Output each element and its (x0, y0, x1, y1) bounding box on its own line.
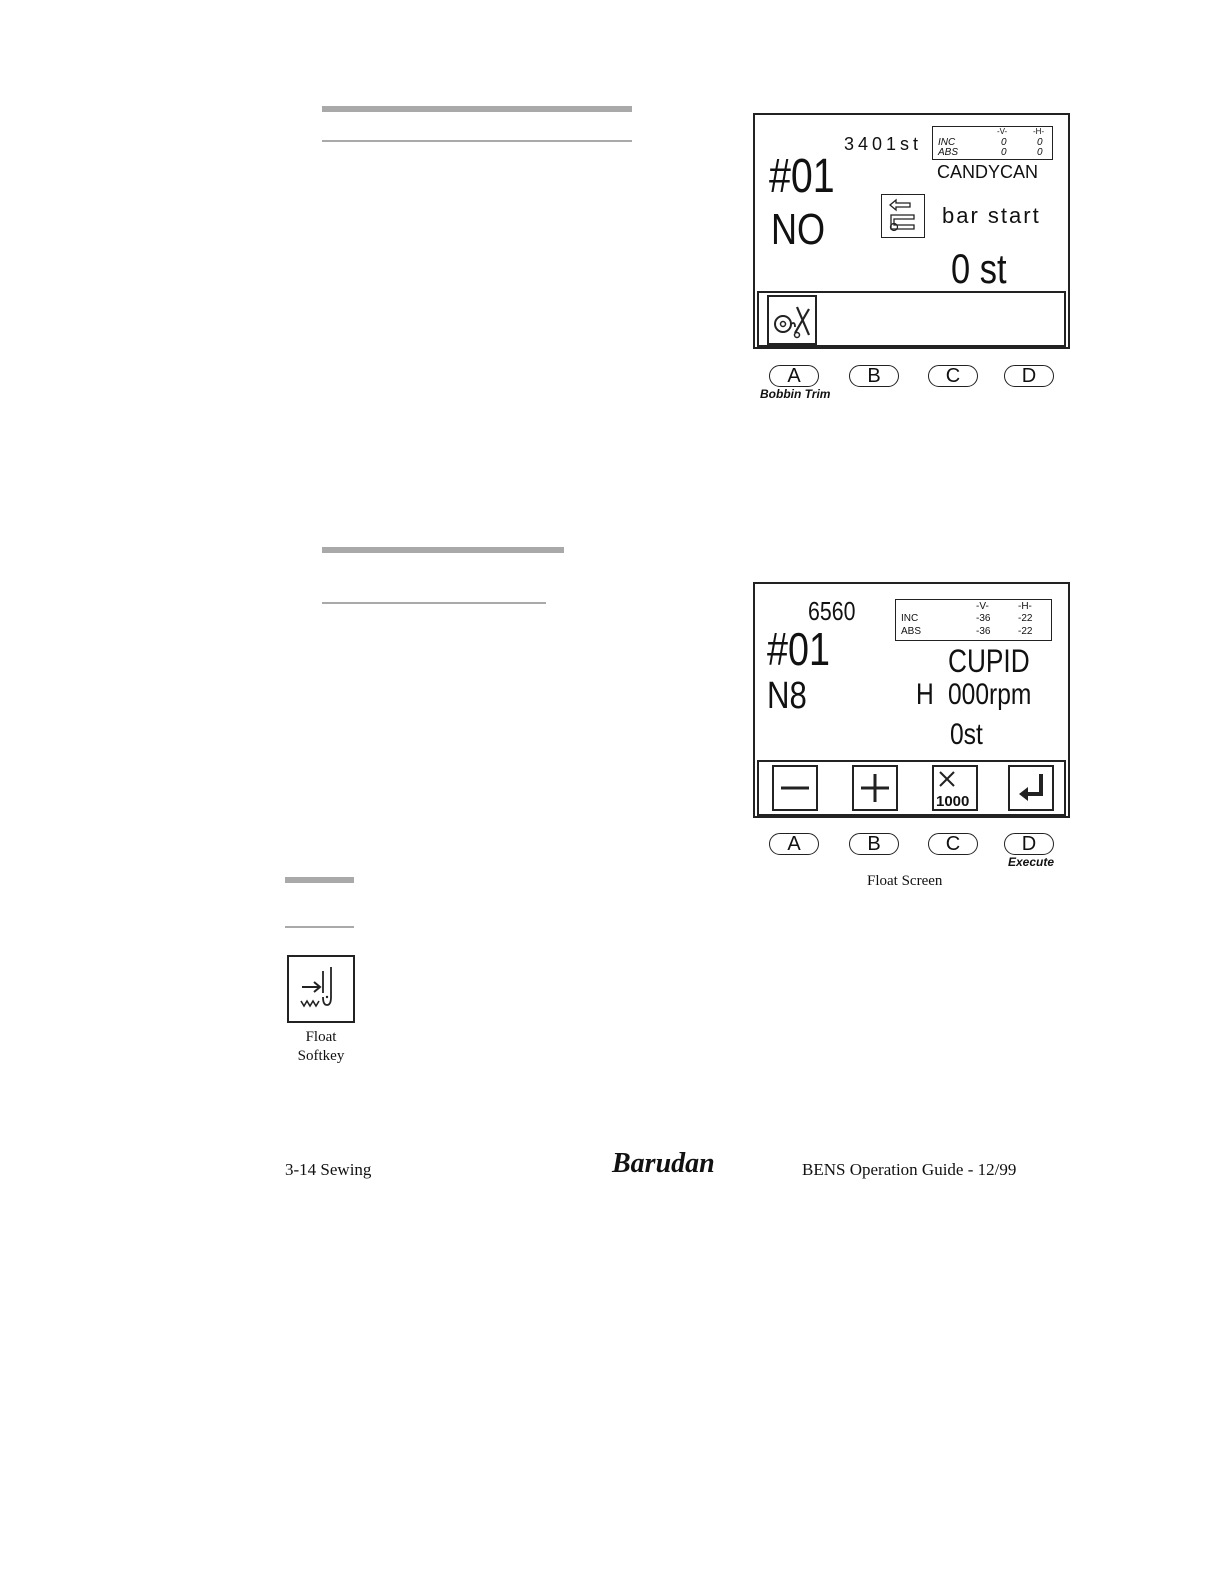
design-name: CUPID (948, 643, 1030, 679)
multiply-icon (936, 768, 958, 790)
enter-icon (1011, 768, 1051, 808)
coord-header-h: -H- (1033, 127, 1045, 136)
stitch-count: 6560 (808, 596, 856, 626)
coord-abs-h: 0 (1037, 147, 1043, 158)
coord-inc-v: -36 (976, 613, 991, 624)
key-c[interactable]: C (928, 833, 978, 855)
float-softkey-label-line2: Softkey (297, 1048, 345, 1064)
key-a[interactable]: A (769, 365, 819, 387)
section-rule-thin (285, 926, 354, 928)
coord-inc-h: -22 (1018, 613, 1033, 624)
section-rule-thick (285, 877, 354, 883)
key-d[interactable]: D (1004, 365, 1054, 387)
coord-header-v: -V- (997, 127, 1008, 136)
section-rule-thin (322, 602, 546, 604)
stitch-position: 0 st (951, 245, 1007, 292)
coordinate-box (895, 599, 1052, 641)
multiplier-softkey[interactable] (932, 765, 978, 811)
key-c[interactable]: C (928, 365, 978, 387)
plus-icon (855, 768, 895, 808)
machine-mode: NO (771, 205, 826, 254)
bobbin-trim-softkey[interactable] (767, 295, 817, 345)
key-b[interactable]: B (849, 365, 899, 387)
barudan-logo: Barudan (612, 1148, 715, 1179)
minus-softkey[interactable] (772, 765, 818, 811)
section-rule-thick (322, 547, 564, 553)
needle-number: #01 (767, 623, 830, 675)
stitch-position: 0st (950, 718, 983, 751)
coord-header-v: -V- (976, 601, 989, 612)
softkey-bar (757, 760, 1066, 816)
softkey-bar (757, 291, 1066, 347)
coord-label-inc: INC (901, 613, 919, 624)
bar-start-screen (753, 113, 1070, 349)
coord-abs-v: 0 (1001, 147, 1007, 158)
float-softkey-label (287, 1028, 355, 1066)
float-screen (753, 582, 1070, 818)
enter-softkey[interactable] (1008, 765, 1054, 811)
coord-abs-v: -36 (976, 626, 991, 637)
design-name: CANDYCAN (937, 162, 1039, 182)
section-rule-thick (322, 106, 632, 112)
coord-abs-h: -22 (1018, 626, 1033, 637)
coord-inc-v: 0 (1001, 137, 1007, 148)
speed-readout: 000rpm (948, 678, 1032, 711)
coordinate-box (932, 126, 1053, 160)
coord-label-abs: ABS (901, 626, 922, 637)
float-softkey-icon (287, 955, 355, 1023)
coord-label-inc: INC (938, 137, 956, 148)
float-softkey-label-line1: Float (305, 1029, 337, 1045)
section-rule-thin (322, 140, 632, 142)
multiplier-label: 1000 (936, 793, 970, 810)
key-b[interactable]: B (849, 833, 899, 855)
key-d[interactable]: D (1004, 833, 1054, 855)
machine-mode: N8 (767, 675, 807, 717)
bobbin-trim-icon (769, 297, 815, 343)
key-a[interactable]: A (769, 833, 819, 855)
bar-start-icon (881, 194, 925, 238)
coord-label-abs: ABS (938, 147, 959, 158)
plus-softkey[interactable] (852, 765, 898, 811)
key-d-caption: Execute (1008, 855, 1055, 869)
key-a-caption: Bobbin Trim (760, 387, 831, 401)
status-text: bar start (942, 203, 1041, 228)
needle-number: #01 (769, 150, 835, 203)
footer-doc-title: BENS Operation Guide - 12/99 (802, 1160, 1017, 1179)
figure-caption: Float Screen (867, 873, 943, 889)
coord-inc-h: 0 (1037, 137, 1043, 148)
speed-prefix: H (916, 678, 934, 711)
stitch-count: 3401st (844, 134, 923, 154)
coord-header-h: -H- (1018, 601, 1032, 612)
footer-page-ref: 3-14 Sewing (285, 1160, 372, 1179)
minus-icon (775, 768, 815, 808)
